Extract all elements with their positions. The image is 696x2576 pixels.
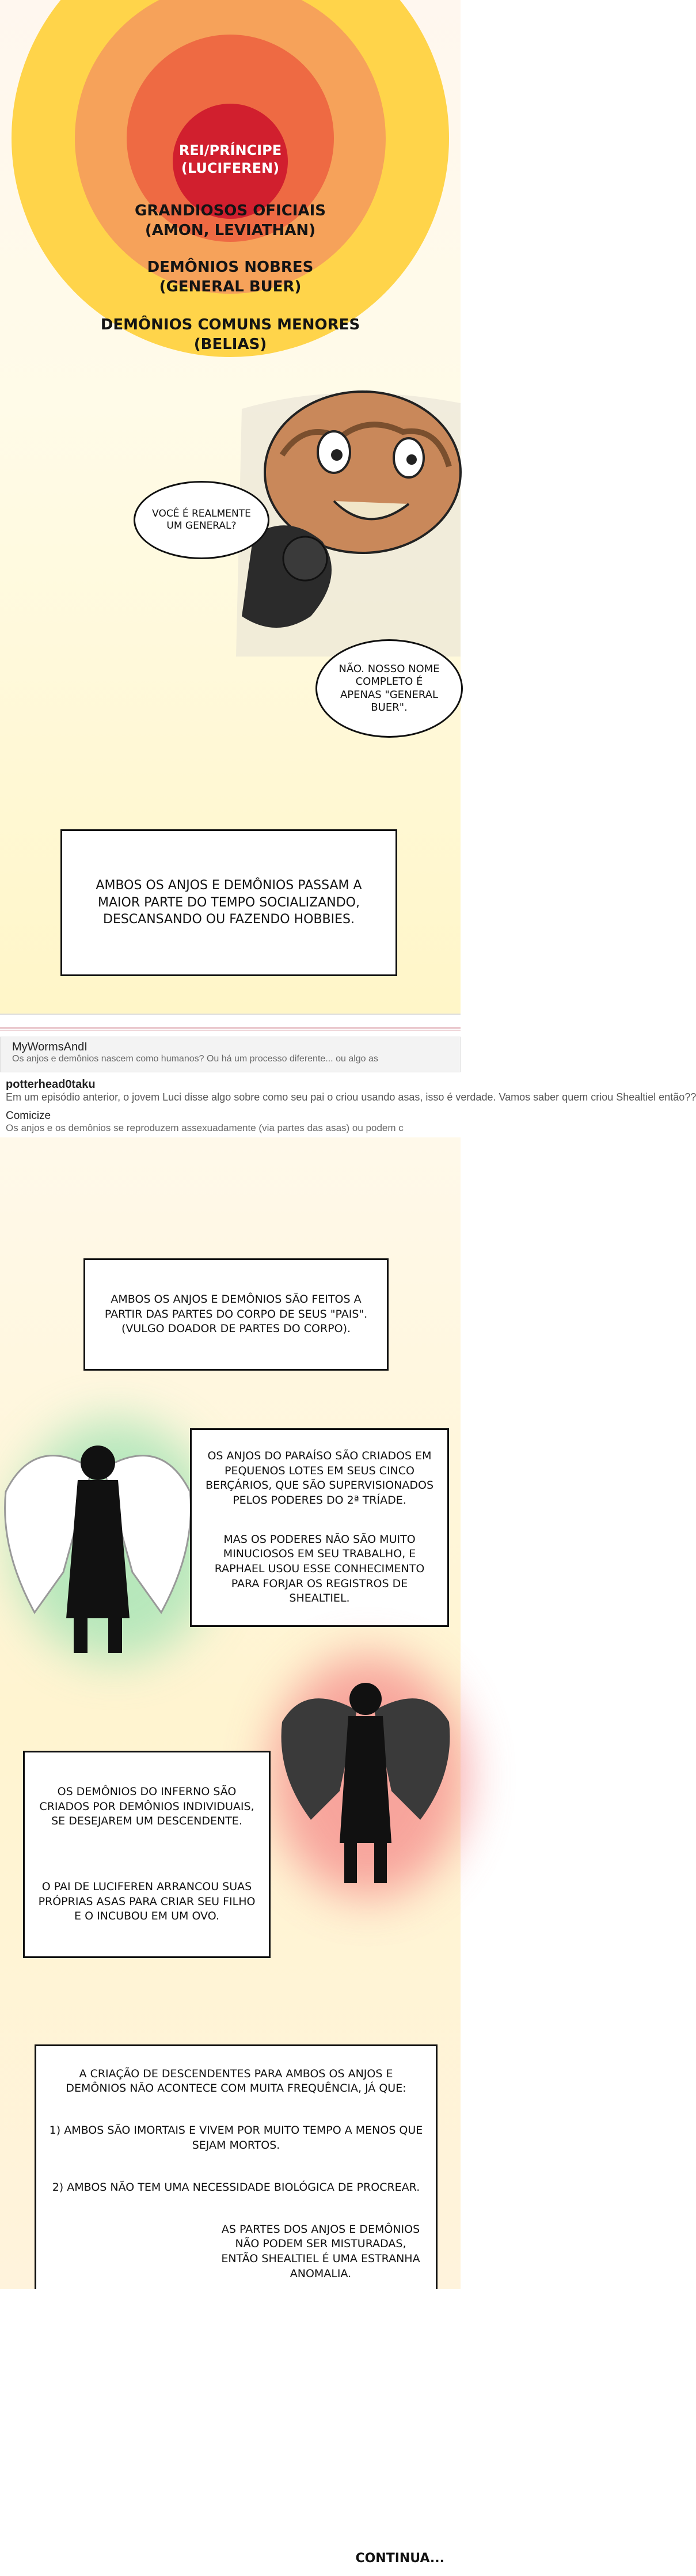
hierarchy-level-king	[0, 142, 461, 177]
hierarchy-text: GRANDIOSOS OFICIAIS	[134, 202, 326, 219]
narration-text: AMBOS OS ANJOS E DEMÔNIOS PASSAM A MAIOR PARTE DO TEMPO SOCIALIZANDO, DESCANSANDO OU FAZENDO HOBBIES.	[96, 878, 362, 927]
narration-text: AS PARTES DOS ANJOS E DEMÔNIOS NÃO PODEM SER MISTURADAS, ENTÃO SHEALTIEL É UMA ESTRANHA ANOMALIA.	[221, 2222, 420, 2280]
comment-3	[0, 1110, 461, 1134]
hierarchy-text: DEMÔNIOS NOBRES	[147, 259, 314, 276]
comment-user[interactable]: Comicize	[6, 1110, 51, 1122]
comment-text: Os anjos e demônios nascem como humanos? Ou há um processo diferente... ou algo as	[12, 1054, 378, 1064]
narration-text: OS ANJOS DO PARAÍSO SÃO CRIADOS EM PEQUENOS LOTES EM SEUS CINCO BERÇÁRIOS, QUE SÃO SUPERVISIONADOS PELOS PODERES DO 2ª TRÍADE.	[205, 1450, 434, 1507]
comment-user[interactable]: MyWormsAndI	[12, 1041, 88, 1053]
continua-text: CONTINUA...	[355, 2551, 444, 2566]
hierarchy-level-commons	[0, 316, 461, 355]
hierarchy-panel	[0, 0, 461, 1014]
comment-text: Em um episódio anterior, o jovem Luci disse algo sobre como seu pai o criou usando asas, isso é verdade. Vamos saber quem criou Shealtiel então??	[6, 1091, 696, 1103]
angel-silhouette	[0, 1422, 196, 1664]
divider	[0, 1027, 461, 1029]
speech-bubble-answer	[315, 639, 463, 738]
narration-box-social	[60, 829, 397, 976]
divider	[0, 1030, 461, 1031]
speech-text: NÃO. NOSSO NOME COMPLETO É APENAS "GENERAL BUER".	[339, 662, 440, 714]
narration-box-body-parts	[83, 1258, 389, 1371]
comment-text: Os anjos e os demônios se reproduzem assexuadamente (via partes das asas) ou podem c	[6, 1122, 404, 1133]
demon-silhouette	[271, 1659, 461, 1895]
creation-panel	[0, 1137, 461, 2289]
speech-bubble-question	[134, 481, 269, 559]
narration-text: A CRIAÇÃO DE DESCENDENTES PARA AMBOS OS ANJOS E DEMÔNIOS NÃO ACONTECE COM MUITA FREQUÊNCIA, JÁ QUE:	[66, 2067, 406, 2095]
comment-2	[0, 1078, 696, 1103]
hierarchy-text: (AMON, LEVIATHAN)	[144, 221, 316, 239]
ending-panel	[0, 2289, 461, 2576]
comments-panel	[0, 1014, 696, 1139]
comment-user[interactable]: potterhead0taku	[6, 1078, 96, 1091]
narration-text: 1) AMBOS SÃO IMORTAIS E VIVEM POR MUITO TEMPO A MENOS QUE SEJAM MORTOS.	[49, 2124, 423, 2152]
hierarchy-text: DEMÔNIOS COMUNS MENORES	[100, 316, 360, 333]
hierarchy-level-nobles	[0, 258, 461, 297]
hierarchy-text: (BELIAS)	[193, 335, 267, 353]
hierarchy-level-officials	[0, 202, 461, 241]
speech-text: VOCÊ É REALMENTE UM GENERAL?	[152, 507, 251, 532]
comment-1	[0, 1037, 461, 1072]
narration-text: OS DEMÔNIOS DO INFERNO SÃO CRIADOS POR DEMÔNIOS INDIVIDUAIS, SE DESEJAREM UM DESCENDENTE.	[39, 1785, 254, 1828]
narration-box-demons	[23, 1751, 271, 1958]
hierarchy-text: (LUCIFEREN)	[181, 160, 280, 177]
hierarchy-text: REI/PRÍNCIPE	[178, 142, 282, 158]
narration-box-offspring	[35, 2044, 438, 2304]
narration-box-angels	[190, 1428, 449, 1627]
hierarchy-text: (GENERAL BUER)	[159, 278, 302, 295]
narration-text: MAS OS PODERES NÃO SÃO MUITO MINUCIOSOS EM SEU TRABALHO, E RAPHAEL USOU ESSE CONHECIMENTO PARA FORJAR OS REGISTROS DE SHEALTIEL.	[214, 1532, 425, 1605]
narration-text: O PAI DE LUCIFEREN ARRANCOU SUAS PRÓPRIAS ASAS PARA CRIAR SEU FILHO E O INCUBOU EM UM OVO.	[38, 1880, 256, 1923]
narration-text: 2) AMBOS NÃO TEM UMA NECESSIDADE BIOLÓGICA DE PROCREAR.	[52, 2180, 420, 2194]
narration-text: AMBOS OS ANJOS E DEMÔNIOS SÃO FEITOS A PARTIR DAS PARTES DO CORPO DE SEUS "PAIS". (VULGO DOADOR DE PARTES DO CORPO).	[104, 1293, 368, 1336]
